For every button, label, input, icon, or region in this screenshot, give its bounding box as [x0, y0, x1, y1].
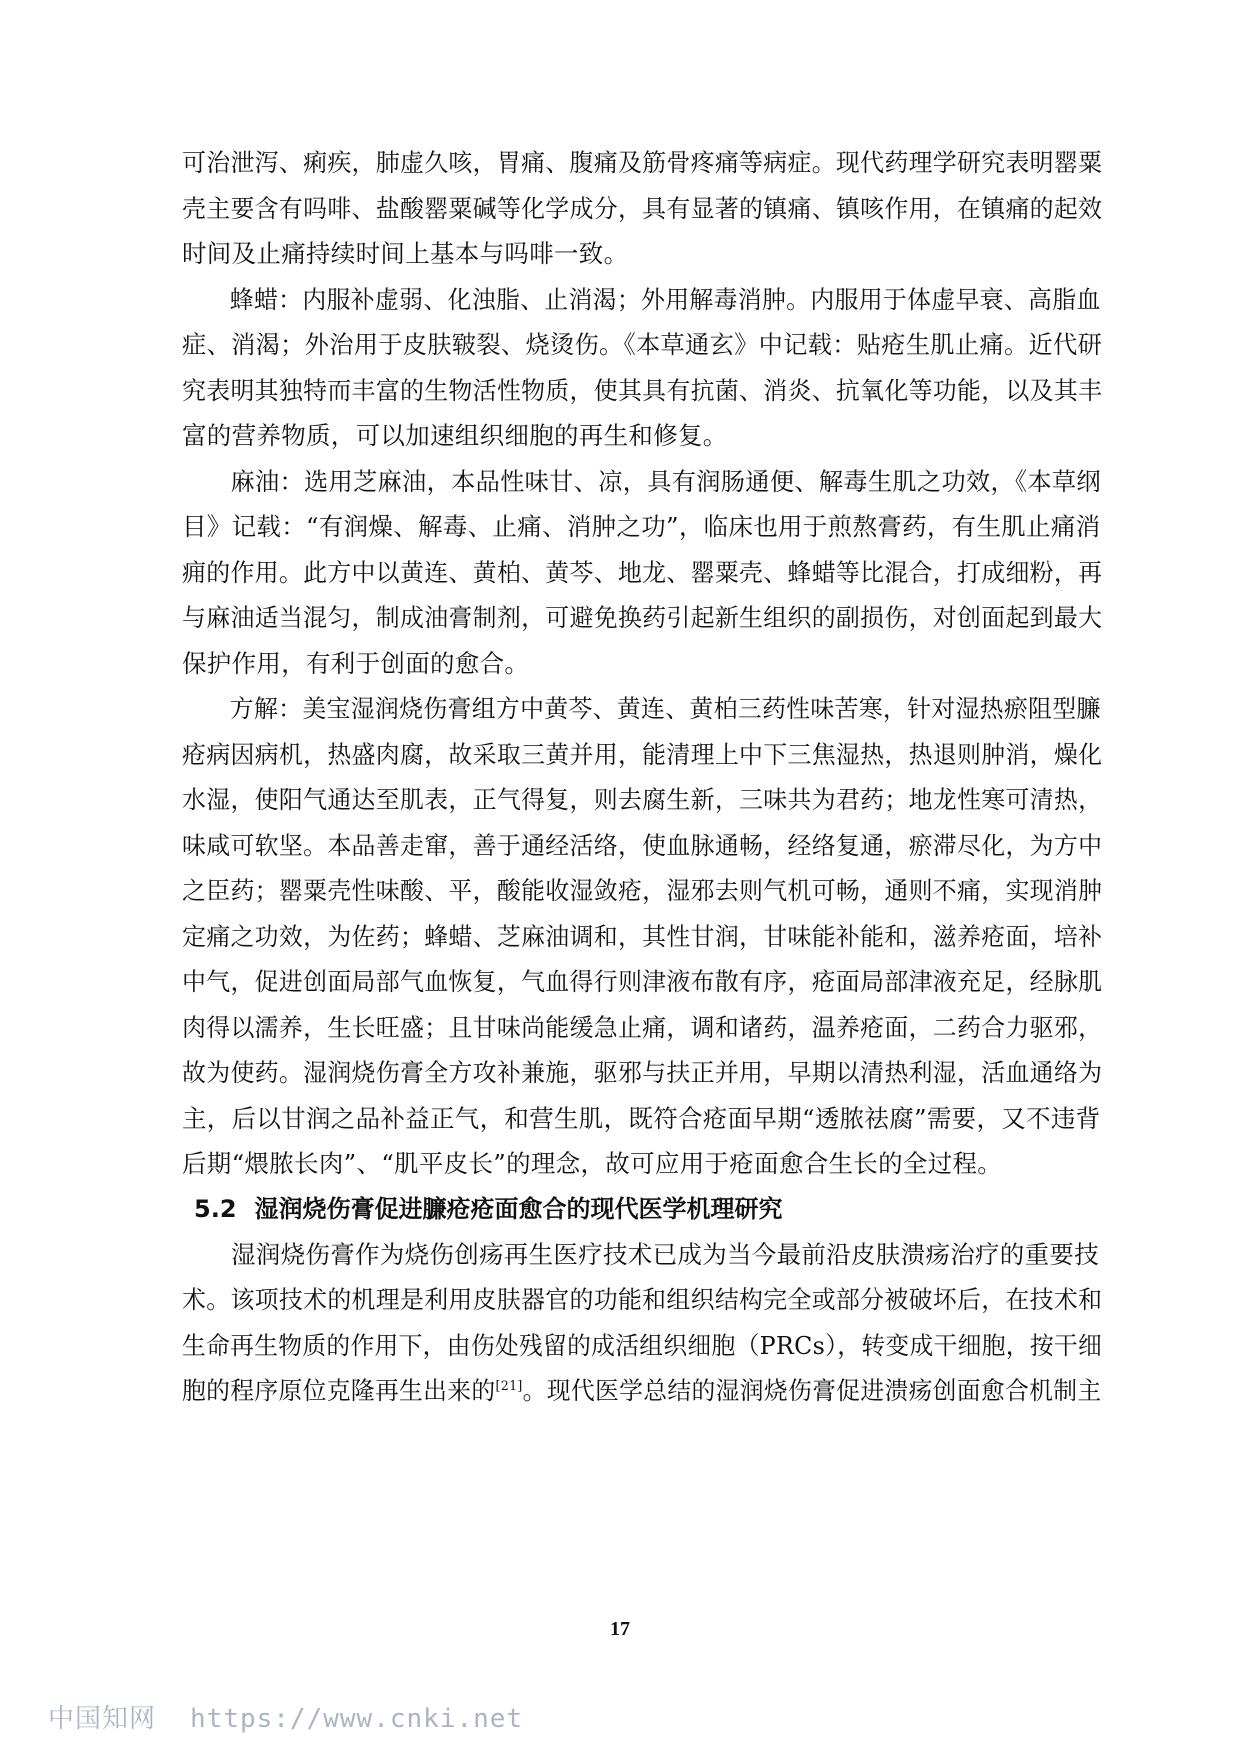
- text-line: 症、消渴；外治用于皮肤皲裂、烧烫伤。《本草通玄》中记载：贴疮生肌止痛。近代研: [182, 330, 1103, 359]
- text-line: 目》记载：“有润燥、解毒、止痛、消肿之功”，临床也用于煎熬膏药，有生肌止痛消: [182, 512, 1101, 541]
- text-line: 后期“煨脓长肉”、“肌平皮长”的理念，故可应用于疮面愈合生长的全过程。: [182, 1149, 1003, 1178]
- paragraph-yingsuke: [182, 140, 1102, 277]
- text-line: 壳主要含有吗啡、盐酸罂粟碱等化学成分，具有显著的镇痛、镇咳作用，在镇痛的起效: [182, 193, 1103, 223]
- text-line: 富的营养物质，可以加速组织细胞的再生和修复。: [182, 421, 728, 450]
- text-line: 痈的作用。此方中以黄连、黄柏、黄芩、地龙、罂粟壳、蜂蜡等比混合，打成细粉，再: [182, 557, 1103, 587]
- text-line: 味咸可软坚。本品善走窜，善于通经活络，使血脉通畅，经络复通，瘀滞尽化，为方中: [182, 830, 1103, 860]
- text-line: 生命再生物质的作用下，由伤处残留的成活组织细胞（PRCs），转变成干细胞，按干细: [182, 1330, 1103, 1360]
- text-line: 术。该项技术的机理是利用皮肤器官的功能和组织结构完全或部分被破坏后，在技术和: [182, 1285, 1103, 1314]
- section-number: 5.2: [194, 1194, 237, 1223]
- text-line: 主，后以甘润之品补益正气，和营生肌，既符合疮面早期“透脓祛腐”需要，又不违背: [182, 1103, 1101, 1133]
- text-line: 水湿，使阳气通达至肌表，正气得复，则去腐生新，三味共为君药；地龙性寒可清热，: [182, 785, 1103, 814]
- text-line: 时间及止痛持续时间上基本与吗啡一致。: [182, 239, 629, 268]
- text-line: 湿润烧伤膏作为烧伤创疡再生医疗技术已成为当今最前沿皮肤溃疡治疗的重要技: [231, 1239, 1099, 1269]
- section-title: 湿润烧伤膏促进臁疮疮面愈合的现代医学机理研究: [254, 1194, 783, 1223]
- text-segment: 胞的程序原位克隆再生出来的: [182, 1376, 496, 1405]
- text-line: 方解：美宝湿润烧伤膏组方中黄芩、黄连、黄柏三药性味苦寒，针对湿热瘀阻型臁: [229, 694, 1101, 723]
- text-line: 究表明其独特而丰富的生物活性物质，使其具有抗菌、消炎、抗氧化等功能，以及其丰: [182, 375, 1103, 405]
- text-line: 可治泄泻、痢疾，肺虚久咳，胃痛、腹痛及筋骨疼痛等病症。现代药理学研究表明罂粟: [182, 148, 1103, 177]
- cnki-logo: 中国知网: [48, 1704, 157, 1734]
- paragraph-fangjie: [182, 686, 1102, 1187]
- text-line: 故为使药。湿润烧伤膏全方攻补兼施，驱邪与扶正并用，早期以清热利湿，活血通络为: [182, 1058, 1103, 1087]
- text-line: 蜂蜡：内服补虚弱、化浊脂、止消渴；外用解毒消肿。内服用于体虚早衰、高脂血: [229, 284, 1101, 314]
- text-segment: 。现代医学总结的湿润烧伤膏促进溃疡创面愈合机制主: [522, 1376, 1102, 1405]
- text-line: 肉得以濡养，生长旺盛；且甘味尚能缓急止痛，调和诸药，温养疮面，二药合力驱邪，: [182, 1012, 1103, 1042]
- section-heading: [182, 1187, 1102, 1232]
- page-body: [182, 140, 1102, 1414]
- watermark: [48, 1698, 523, 1735]
- text-line: 之臣药；罂粟壳性味酸、平，酸能收湿敛疮，湿邪去则气机可畅，通则不痛，实现消肿: [182, 876, 1103, 905]
- text-line: 疮病因病机，热盛肉腐，故采取三黄并用，能清理上中下三焦湿热，热退则肿消，燥化: [182, 739, 1103, 769]
- paragraph-fengla: [182, 277, 1102, 459]
- text-line: 与麻油适当混匀，制成油膏制剂，可避免换药引起新生组织的副损伤，对创面起到最大: [182, 603, 1103, 632]
- watermark-url[interactable]: https://www.cnki.net: [190, 1704, 524, 1734]
- citation-reference[interactable]: [21]: [495, 1379, 523, 1394]
- page-number: 17: [610, 1618, 630, 1640]
- paragraph-mayou: [182, 459, 1102, 687]
- text-line: 麻油：选用芝麻油，本品性味甘、凉，具有润肠通便、解毒生肌之功效，《本草纲: [230, 466, 1101, 496]
- text-line: 中气，促进创面局部气血恢复，气血得行则津液布散有序，疮面局部津液充足，经脉肌: [182, 967, 1103, 996]
- text-line: [182, 1368, 1102, 1414]
- paragraph-mechanism: [182, 1232, 1102, 1414]
- text-line: 定痛之功效，为佐药；蜂蜡、芝麻油调和，其性甘润，甘味能补能和，滋养疮面，培补: [182, 921, 1103, 951]
- text-line: 保护作用，有利于创面的愈合。: [182, 648, 530, 678]
